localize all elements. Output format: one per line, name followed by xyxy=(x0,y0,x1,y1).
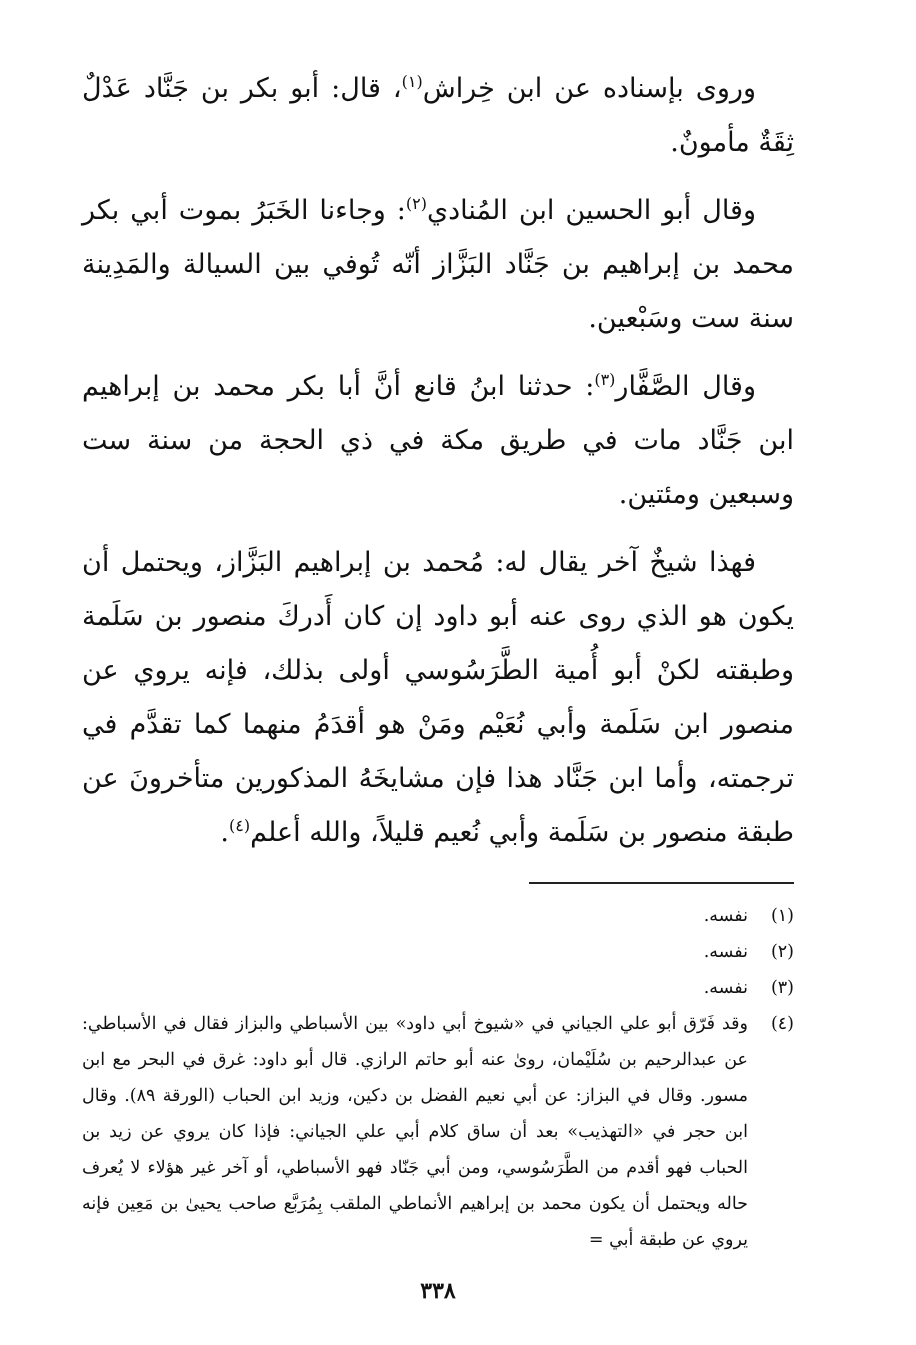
footnote-1 xyxy=(82,898,794,934)
footnote-marker: (٤) xyxy=(229,816,251,835)
paragraph-text: . xyxy=(220,817,230,848)
footnote-number: (٢) xyxy=(770,942,794,962)
footnote-4 xyxy=(82,1006,794,1258)
paragraph-text: وقال أبو الحسين ابن المُنادي xyxy=(426,195,757,226)
footnote-text: وقد فَرّق أبو علي الجياني في «شيوخ أبي داود» بين الأسباطي والبزاز فقال في الأسباطي: عن عبدالرحيم بن سُلَيْمان، روىٰ عنه أبو حاتم الرازي. قال أبو داود: غرق في البحر مع ابن مسور. وقال في البزاز: عن أبي نعيم الفضل بن دكين، وزيد ابن الحباب (الورقة ٨٩). وقال ابن حجر في «التهذيب» بعد أن ساق كلام أبي علي الجياني: فإذا كان يروي عن زيد بن الحباب فهو أقدم من الطَّرَسُوسي، ومن أبي جَنّاد فهو الأسباطي، أو آخر غير هؤلاء لا يُعرف حاله ويحتمل أن يكون محمد بن إبراهيم الأنماطي الملقب بِمُرَبَّع صاحب يحيىٰ بن مَعِين فإنه يروي عن طبقة أبي = xyxy=(82,1014,748,1250)
paragraph-text: وقال الصَّفَّار xyxy=(615,371,756,402)
paragraph-2 xyxy=(82,184,794,346)
paragraph-text: ، قال: أبو بكر بن جَنَّاد عَدْلٌ ثِقَةٌ مأمونٌ. xyxy=(82,73,794,158)
footnote-number: (١) xyxy=(770,906,794,926)
paragraph-text: : وجاءنا الخَبَرُ بموت أبي بكر محمد بن إبراهيم بن جَنَّاد البَزَّاز أنّه تُوفي بين السيالة والمَدِينة سنة ست وسَبْعين. xyxy=(82,195,794,334)
paragraph-text: فهذا شيخٌ آخر يقال له: مُحمد بن إبراهيم البَزَّاز، ويحتمل أن يكون هو الذي روى عنه أبو داود إن كان أَدركَ منصور بن سَلَمة وطبقته لكنْ أبو أُمية الطَّرَسُوسي أولى بذلك، فإنه يروي عن منصور ابن سَلَمة وأبي نُعَيْم ومَنْ هو أقدَمُ منهما كما تقدَّم في ترجمته، وأما ابن جَنَّاد هذا فإن مشايخَهُ المذكورين متأخرونَ عن طبقة منصور بن سَلَمة وأبي نُعيم قليلاً، والله أعلم xyxy=(82,547,794,848)
page-number: ٣٣٨ xyxy=(420,1278,456,1304)
footnote-text: نفسه. xyxy=(703,978,748,998)
footnote-number: (٣) xyxy=(770,978,794,998)
main-text xyxy=(82,62,794,860)
footnote-marker: (٢) xyxy=(405,194,427,213)
footnote-number: (٤) xyxy=(770,1014,794,1034)
footnote-3 xyxy=(82,970,794,1006)
paragraph-3 xyxy=(82,360,794,522)
footnote-text: نفسه. xyxy=(703,906,748,926)
footnote-marker: (١) xyxy=(401,72,423,91)
book-page xyxy=(82,62,794,1302)
paragraph-text: وروى بإسناده عن ابن خِراش xyxy=(422,73,756,104)
paragraph-1 xyxy=(82,62,794,170)
paragraph-4 xyxy=(82,536,794,860)
footnote-2 xyxy=(82,934,794,970)
footnote-text: نفسه. xyxy=(703,942,748,962)
footnote-divider xyxy=(529,882,794,884)
footnote-marker: (٣) xyxy=(594,370,616,389)
footnotes xyxy=(82,898,794,1258)
paragraph-text: : حدثنا ابنُ قانع أنَّ أبا بكر محمد بن إبراهيم ابن جَنَّاد مات في طريق مكة في ذي الحجة من سنة ست وسبعين ومئتين. xyxy=(82,371,794,510)
